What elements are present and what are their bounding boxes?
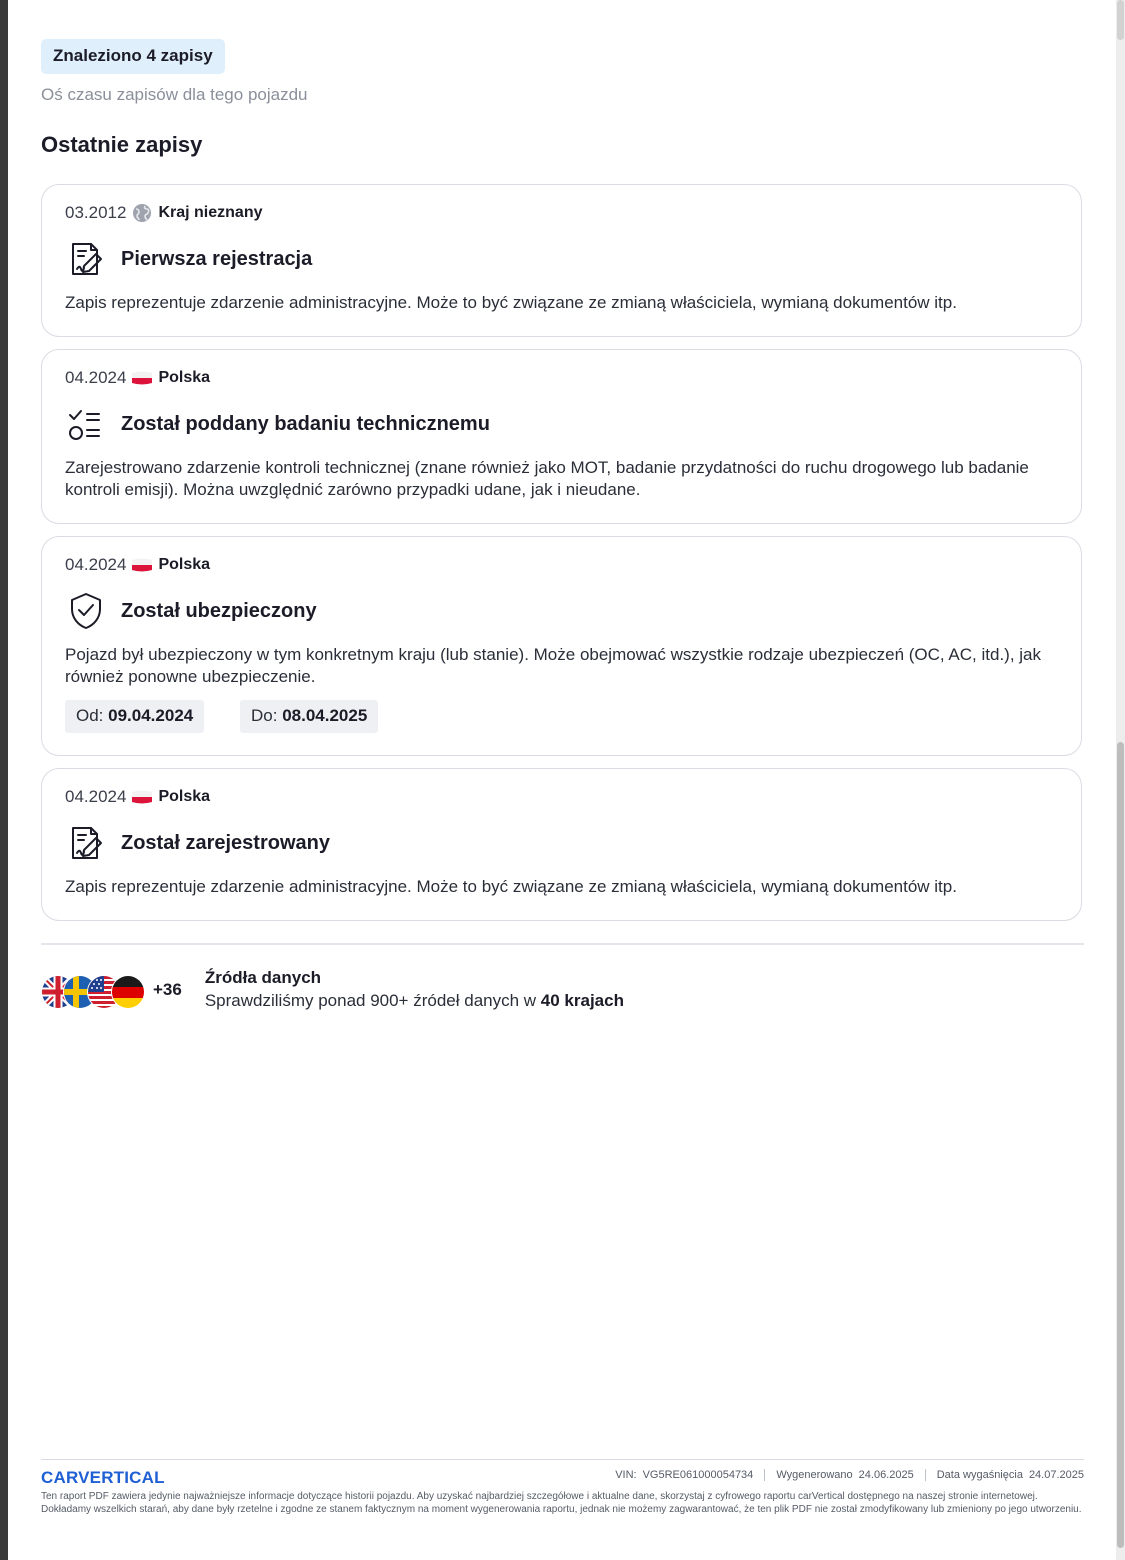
record-date: 04.2024 (65, 555, 127, 574)
record-description: Zapis reprezentuje zdarzenie administracyjne. Może to być związane ze zmianą właściciela, wymianą dokumentów itp. (65, 293, 957, 312)
record-description: Zarejestrowano zdarzenie kontroli technicznej (znane również jako MOT, badanie przydatności do ruchu drogowego lub badanie kontroli emisji). Można uwzględnić zarówno przypadki udane, jak i nieudane. (65, 458, 1029, 499)
record-title-row (65, 238, 312, 280)
vin-label: VIN: (615, 1469, 637, 1481)
insurance-to-chip (240, 700, 378, 733)
poland-flag-icon (132, 555, 152, 575)
record-title: Został zarejestrowany (121, 831, 330, 854)
sources-text (205, 991, 624, 1011)
carvertical-logo: CARVERTICAL (41, 1468, 165, 1487)
sources-text-block (205, 968, 624, 1011)
from-label: Od: (76, 706, 104, 725)
record-title-row (65, 822, 330, 864)
record-country: Polska (158, 369, 211, 386)
record-description: Zapis reprezentuje zdarzenie administracyjne. Może to być związane ze zmianą właściciela, wymianą dokumentów itp. (65, 877, 957, 896)
globe-icon (132, 203, 152, 223)
poland-flag-icon (132, 787, 152, 807)
data-sources (41, 968, 624, 1011)
from-value: 09.04.2024 (108, 706, 194, 725)
record-date: 03.2012 (65, 203, 127, 222)
record-card (41, 768, 1082, 921)
record-date: 04.2024 (65, 787, 127, 806)
germany-flag-icon (111, 975, 145, 1009)
record-header (65, 368, 210, 388)
record-country: Kraj nieznany (158, 204, 263, 221)
expiry-label: Data wygaśnięcia (936, 1469, 1023, 1481)
record-date: 04.2024 (65, 368, 127, 387)
section-title: Ostatnie zapisy (41, 132, 203, 157)
source-flags (41, 972, 145, 1008)
record-description: Pojazd był ubezpieczony w tym konkretnym kraju (lub stanie). Może obejmować wszystkie rodzaje ubezpieczeń (OC, AC, itd.), jak również ponowne ubezpieczenie. (65, 645, 1042, 686)
more-sources-count: +36 (153, 979, 182, 999)
to-value: 08.04.2025 (282, 706, 368, 725)
disclaimer: Ten raport PDF zawiera jedynie najważniejsze informacje dotyczące historii pojazdu. Aby uzyskać najbardziej szczegółowe i aktualne dane, skorzystaj z cyfrowego raportu carVertical dostępnego na naszej stronie internetowej. Dokładamy wszelkich starań, aby dane były rzetelne i zgodne ze stanem faktycznym na moment wygenerowania raportu, jednak nie możemy zagwarantować, że ten plik PDF nie został zmodyfikowany lub zmieniony po jego utworzeniu. (41, 1491, 1082, 1515)
report-page (8, 0, 1116, 1560)
record-card (41, 536, 1082, 756)
timeline-subtitle: Oś czasu zapisów dla tego pojazdu (41, 85, 308, 104)
shield-check-icon (65, 590, 107, 632)
scrollbar-top-track (1117, 0, 1124, 40)
scrollbar[interactable] (1116, 0, 1125, 1560)
record-country: Polska (158, 788, 211, 805)
vin-value: VG5RE061000054734 (642, 1469, 754, 1481)
record-title-row (65, 590, 317, 632)
record-title: Pierwsza rejestracja (121, 247, 313, 270)
meta-separator (925, 1469, 926, 1481)
generated-value: 24.06.2025 (858, 1469, 914, 1481)
record-header (65, 203, 262, 223)
sources-text-prefix: Sprawdziliśmy ponad 900+ źródeł danych w (204, 991, 541, 1010)
record-card (41, 184, 1082, 337)
checklist-icon (65, 403, 107, 445)
record-country: Polska (158, 556, 211, 573)
poland-flag-icon (132, 368, 152, 388)
generated-label: Wygenerowano (776, 1469, 853, 1481)
sources-text-bold: 40 krajach (540, 991, 624, 1010)
record-header (65, 555, 210, 575)
insurance-from-chip (65, 700, 204, 733)
record-title-row (65, 403, 490, 445)
scrollbar-thumb[interactable] (1117, 742, 1124, 1548)
record-card (41, 349, 1082, 524)
document-sign-icon (65, 822, 107, 864)
sources-title: Źródła danych (204, 968, 322, 987)
meta-separator (764, 1469, 765, 1481)
report-meta (615, 1469, 1084, 1481)
document-sign-icon (65, 238, 107, 280)
to-label: Do: (251, 706, 278, 725)
record-header (65, 787, 210, 807)
record-title: Został poddany badaniu technicznemu (121, 412, 490, 435)
record-title: Został ubezpieczony (121, 599, 317, 622)
records-found-badge: Znaleziono 4 zapisy (41, 39, 225, 74)
section-divider (41, 943, 1084, 945)
footer-divider (41, 1459, 1084, 1460)
expiry-value: 24.07.2025 (1028, 1469, 1084, 1481)
